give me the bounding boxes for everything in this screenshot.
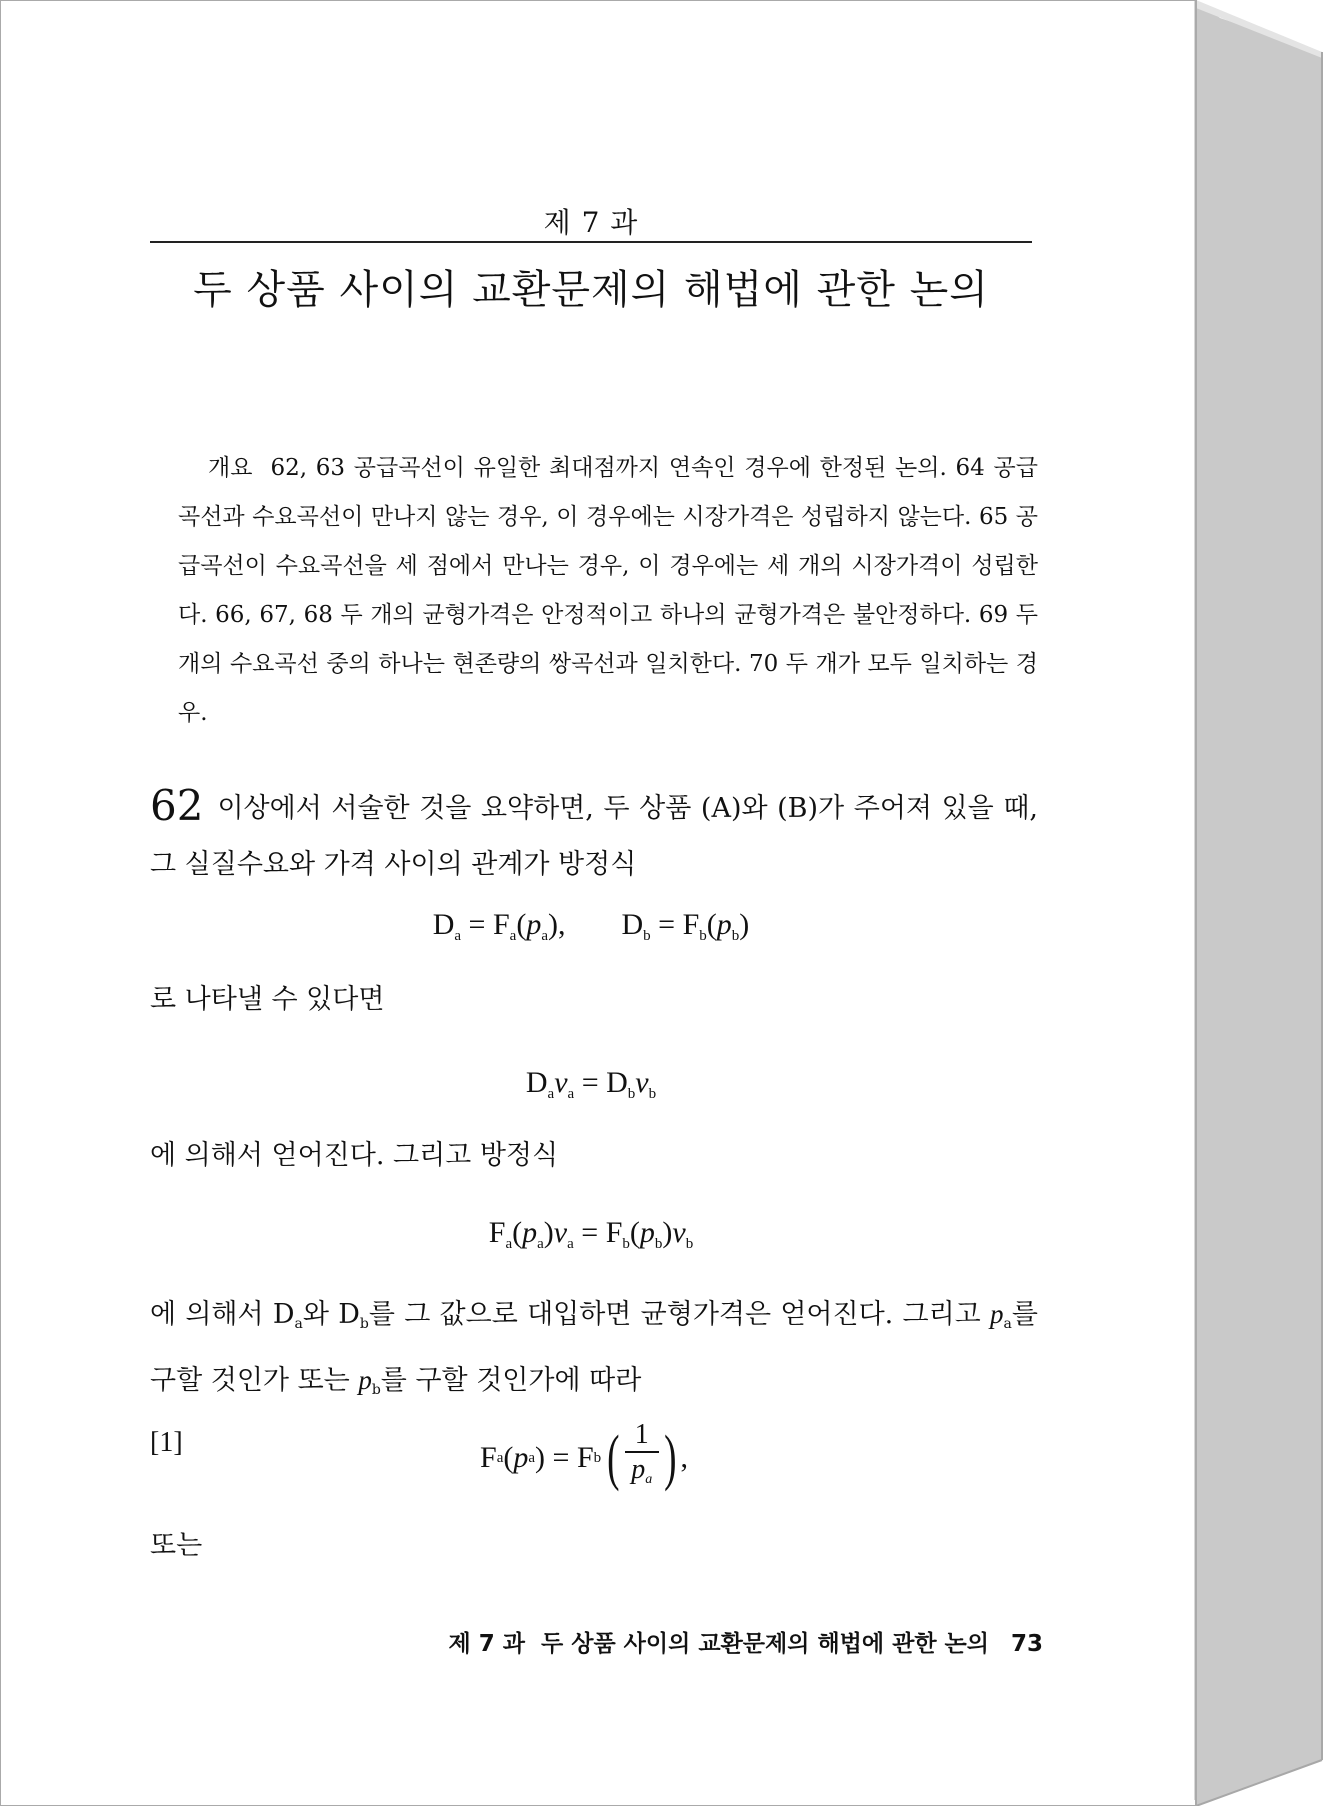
overview-lead: 개요 xyxy=(208,455,253,481)
fraction-group: ( $\frac{1}{p_a}$ ) xyxy=(603,1419,680,1497)
chapter-title: 두 상품 사이의 교환문제의 해법에 관한 논의 xyxy=(193,267,989,313)
fraction-one-over-pa: $\frac{1}{p_a}$ xyxy=(625,1419,659,1497)
section-number: 62 xyxy=(150,781,204,830)
text-ttoneun: 또는 xyxy=(150,1530,203,1561)
running-footer xyxy=(150,1625,1043,1658)
equation-exchange-equality: $D_av_a = D_bv_b$ xyxy=(525,1066,657,1102)
chapter-label: 제 7 과 xyxy=(543,206,639,239)
overview-text: 62, 63 공급곡선이 유일한 최대점까지 연속인 경우에 한정된 논의. 64 공급곡선과 수요곡선이 만나지 않는 경우, 이 경우에는 시장가격은 성립하지 않는다. 65 공급곡선이 수요곡선을 세 점에서 만나는 경우, 이 경우에는 세 개의 시장가격이 성립한다. 66, 67, 68 두 개의 균형가격은 안정적이고 하나의 균형가격은 불안정하다. 69 두 개의 수요곡선 중의 하나는 현존량의 쌍곡선과 일치한다. 70 두 개가 모두 일치하는 경우. xyxy=(178,455,1038,726)
section-62-paragraph xyxy=(150,778,1038,893)
text-e-line-1: 에 의해서 얻어진다. 그리고 방정식 xyxy=(150,1140,559,1171)
chapter-overview xyxy=(178,444,1038,738)
equation-functional-equality: $F_a(p_a)v_a = F_b(p_b)v_b$ xyxy=(488,1216,694,1252)
text-ro-line: 로 나타낼 수 있다면 xyxy=(150,984,385,1015)
section-62-text: 이상에서 서술한 것을 요약하면, 두 상품 (A)와 (B)가 주어져 있을 때, 그 실질수요와 가격 사이의 관계가 방정식 xyxy=(150,793,1038,880)
title-rule xyxy=(150,241,1032,243)
equation-number: [1] xyxy=(150,1427,183,1458)
text-substitution-paragraph: 에 의해서 $D_a$와 $D_b$를 그 값으로 대입하면 균형가격은 얻어진다. 그리고 $p_a$를 구할 것인가 또는 $p_b$를 구할 것인가에 따라 xyxy=(150,1299,1038,1398)
equation-1: F a ( p a ) = F b ( $\frac{1}{p_a}$ ) , xyxy=(480,1420,688,1496)
page-number: 73 xyxy=(1010,1631,1043,1657)
equation-demand-functions: $D_a = F_a(p_a)$, $D_b = F_b(p_b)$ xyxy=(432,908,750,944)
footer-text: 제 7 과 두 상품 사이의 교환문제의 해법에 관한 논의 xyxy=(448,1631,989,1657)
